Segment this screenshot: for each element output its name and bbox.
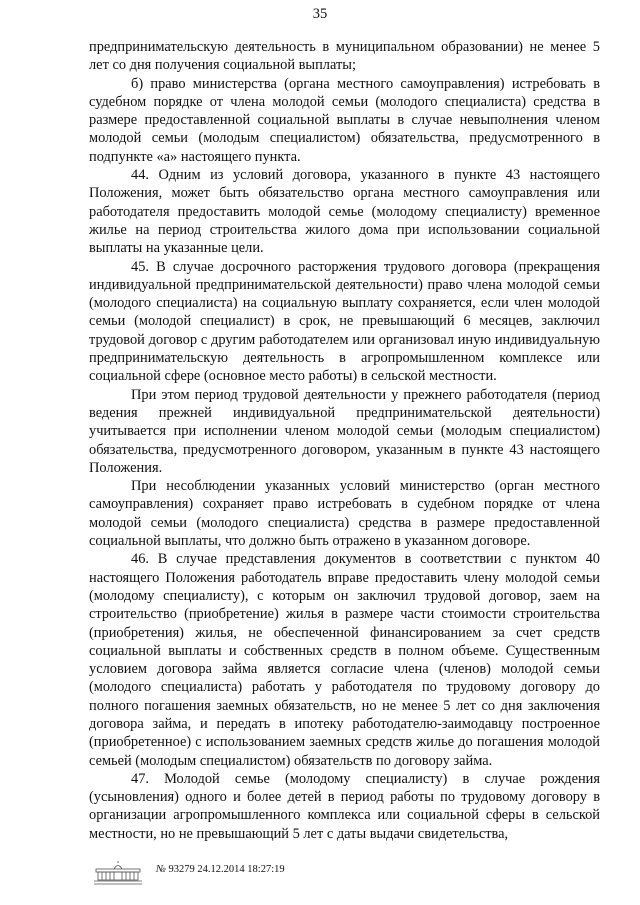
paragraph-45-noncompliance: При несоблюдении указанных условий министерство (орган местного самоуправления) сохраняет право истребовать в судебном порядке от члена молодой семьи (молодого специалиста) средства в размере предоставленной социальной выплаты, что должно быть отражено в указанном договоре. <box>89 478 600 550</box>
paragraph-45-period: При этом период трудовой деятельности у прежнего работодателя (период ведения прежней индивидуальной предпринимательской деятельности) учитывается при исполнении членом молодой семьи (молодым специалистом) обязательства, предусмотренного договором, указанным в пункте 43 настоящего Положения. <box>89 386 600 476</box>
paragraph-subpoint-b: б) право министерства (органа местного самоуправления) истребовать в судебном порядке от члена молодой семьи (молодого специалиста) средства в размере предоставленной социальной выплаты в случае невыполнения членом молодой семьи (молодым специалистом) обязательства, предусмотренного в подпункте «а» настоящего пункта. <box>89 75 600 165</box>
paragraph-continuation: предпринимательскую деятельность в муниципальном образовании) не менее 5 лет со дня получения социальной выплаты; <box>89 39 600 74</box>
document-body <box>89 38 600 843</box>
paragraph-46: 46. В случае представления документов в соответствии с пунктом 40 настоящего Положения работодатель вправе предоставить члену молодой семьи (молодому специалисту), с которым он заключил трудовой договор, заем на строительство (приобретение) жилья в размере части стоимости строительства (приобретения) жилья, не обеспеченной финансированием за счет средств социальной выплаты и собственных средств в полном объеме. Существенным условием договора займа является согласие члена (членов) молодой семьи (молодого специалиста) работать у работодателя по трудовому договору до полного погашения заемных обязательств, но не менее 5 лет со дня заключения договора займа, и передать в ипотеку работодателю-заимодавцу построенное (приобретенное) с использованием заемных средств жилье до погашения молодой семьей (молодым специалистом) обязательств по договору займа. <box>89 551 600 769</box>
document-footer <box>92 860 392 888</box>
doc-number-mark: № <box>156 864 166 875</box>
page-number: 35 <box>312 6 328 22</box>
government-building-stamp-icon <box>92 860 144 886</box>
paragraph-47: 47. Молодой семье (молодому специалисту) в случае рождения (усыновления) одного и более детей в период работы по трудовому договору в организации агропромышленного комплекса или социальной сферы в сельской местности, но не превышающий 5 лет с даты выдачи свидетельства, <box>89 770 600 842</box>
document-registration-ref <box>156 864 285 875</box>
paragraph-44: 44. Одним из условий договора, указанного в пункте 43 настоящего Положения, может быть обязательство органа местного самоуправления или работодателя предоставить молодой семье (молодому специалисту) временное жилье на период строительства жилого дома при использовании социальной выплаты на указанные цели. <box>89 167 600 257</box>
doc-number-date: 93279 24.12.2014 18:27:19 <box>168 864 285 875</box>
paragraph-45: 45. В случае досрочного расторжения трудового договора (прекращения индивидуальной предпринимательской деятельности) право члена молодой семьи (молодого специалиста) на социальную выплату сохраняется, если член молодой семьи (молодой специалист) в срок, не превышающий 6 месяцев, заключил трудовой договор с другим работодателем или организовал иную индивидуальную предпринимательскую деятельность в агропромышленном комплексе или социальной сфере (основное место работы) в сельской местности. <box>89 258 600 385</box>
